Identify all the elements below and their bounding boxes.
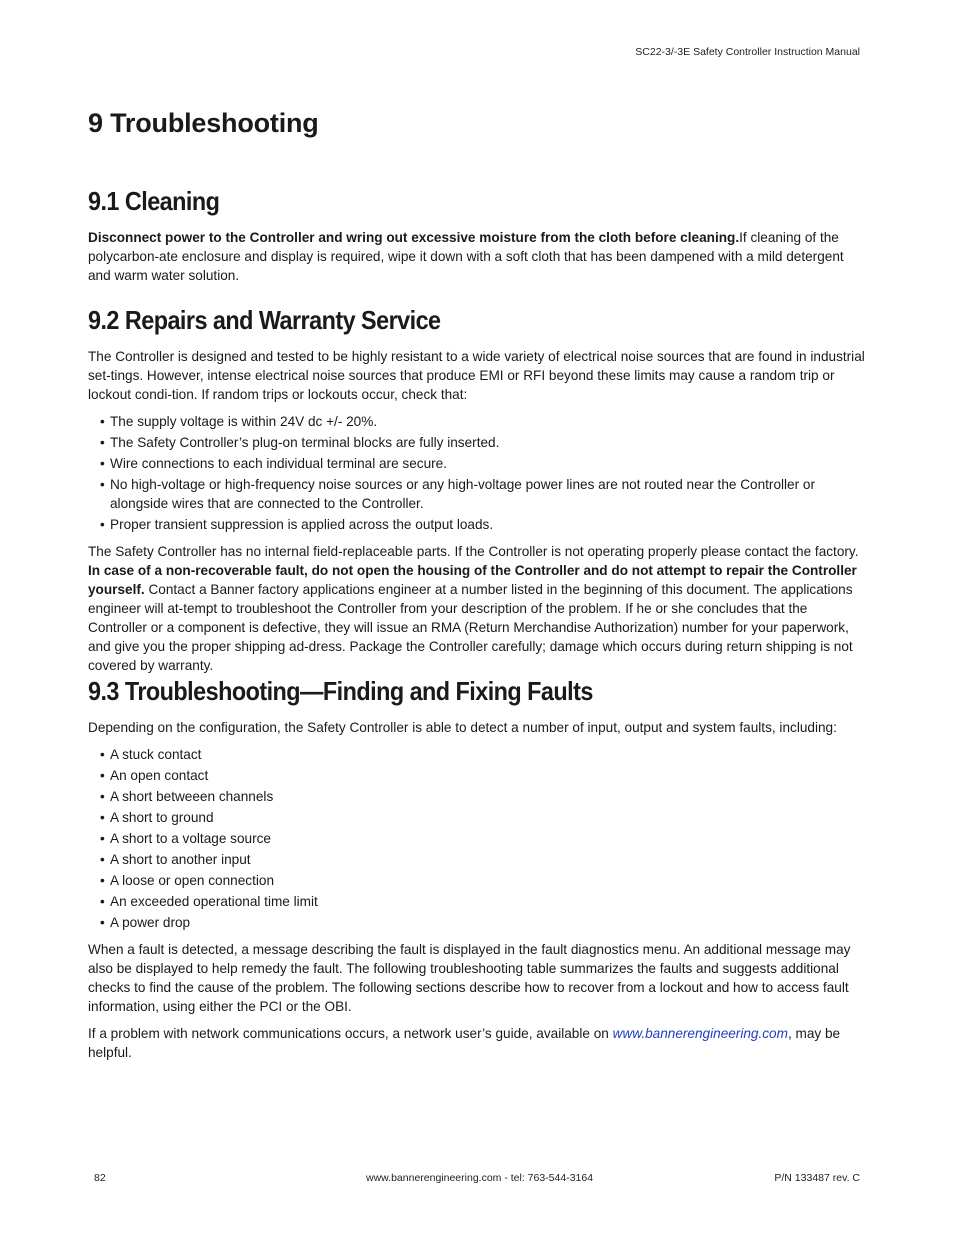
cleaning-paragraph <box>88 228 866 285</box>
list-item: • A short to ground <box>100 810 214 825</box>
section-troubleshooting-faults <box>88 676 866 1062</box>
section-title-repairs: 9.2 Repairs and Warranty Service <box>88 305 441 335</box>
list-item: • A loose or open connection <box>100 873 275 888</box>
section-title-cleaning: 9.1 Cleaning <box>88 186 220 216</box>
list-item: • An exceeded operational time limit <box>100 894 318 909</box>
list-item: • Proper transient suppression is applied across the output loads. <box>100 517 494 532</box>
section-cleaning <box>88 186 866 285</box>
list-item: • Wire connections to each individual terminal are secure. <box>100 456 447 471</box>
list-item: • A short to another input <box>100 852 251 867</box>
list-item: • A stuck contact <box>100 747 202 762</box>
part-number: P/N 133487 rev. C <box>774 1172 860 1184</box>
fault-detection-paragraph: When a fault is detected, a message describing the fault is displayed in the fault diagnostics menu. An additional message may also be displayed to help remedy the fault. The following troubleshooting table summarizes the faults and suggests additional checks to find the cause of the problem. The following sections describe how to recover from a lockout and how to access fault information, using either the PCI or the OBI. <box>88 942 851 1014</box>
chapter-title: 9 Troubleshooting <box>88 108 319 138</box>
fault-types-list <box>88 745 866 932</box>
repairs-checklist <box>88 412 866 534</box>
faults-intro-paragraph: Depending on the configuration, the Safety Controller is able to detect a number of input, output and system faults, including: <box>88 720 837 735</box>
list-item: • An open contact <box>100 768 209 783</box>
list-item: • A short to a voltage source <box>100 831 271 846</box>
section-title-faults: 9.3 Troubleshooting—Finding and Fixing Faults <box>88 676 593 706</box>
cleaning-instructions: If cleaning of the polycarbon-ate enclosure and display is required, wipe it down with a soft cloth that has been dampened with a mild detergent and warm water solution. <box>88 230 844 283</box>
network-paragraph: If a problem with network communications occurs, a network user’s guide, available on www.bannerengineering.com, may be helpful. <box>88 1026 841 1060</box>
list-item: • No high-voltage or high-frequency noise sources or any high-voltage power lines are not routed near the Controller or alongside wires that are connected to the Controller. <box>100 477 816 511</box>
list-item: • The supply voltage is within 24V dc +/- 20%. <box>100 414 378 429</box>
footer-contact: www.bannerengineering.com - tel: 763-544-3164 <box>366 1172 594 1184</box>
list-item: • A short betweeen channels <box>100 789 274 804</box>
banner-website-link[interactable]: www.bannerengineering.com <box>612 1026 788 1041</box>
running-header: SC22-3/-3E Safety Controller Instruction Manual <box>635 46 860 58</box>
list-item: • The Safety Controller’s plug-on terminal blocks are fully inserted. <box>100 435 500 450</box>
list-item: • A power drop <box>100 915 191 930</box>
section-repairs <box>88 305 866 675</box>
page-number: 82 <box>94 1172 106 1184</box>
repairs-service-paragraph: The Safety Controller has no internal field-replaceable parts. If the Controller is not operating properly please contact the factory. In case of a non-recoverable fault, do not open the housing of the Controller and do not attempt to repair the Controller yourself. Contact a Banner factory applications engineer at a number listed in the beginning of this document. The applications engineer will at-tempt to troubleshoot the Controller from your description of the problem. If he or she concludes that the Controller or a component is defective, they will issue an RMA (Return Merchandise Authorization) number for your paperwork, and give you the proper shipping ad-dress. Package the Controller carefully; damage which occurs during return shipping is not covered by warranty. <box>88 544 859 673</box>
repairs-intro-paragraph: The Controller is designed and tested to be highly resistant to a wide variety of electrical noise sources that are found in industrial set-tings. However, intense electrical noise sources that produce EMI or RFI beyond these limits may cause a random trip or lockout condi-tion. If random trips or lockouts occur, check that: <box>88 349 865 402</box>
repairs-warning: In case of a non-recoverable fault, do not open the housing of the Controller and do not attempt to repair the Controller yourself. <box>88 563 857 597</box>
cleaning-warning: Disconnect power to the Controller and wring out excessive moisture from the cloth before cleaning. <box>88 230 740 245</box>
